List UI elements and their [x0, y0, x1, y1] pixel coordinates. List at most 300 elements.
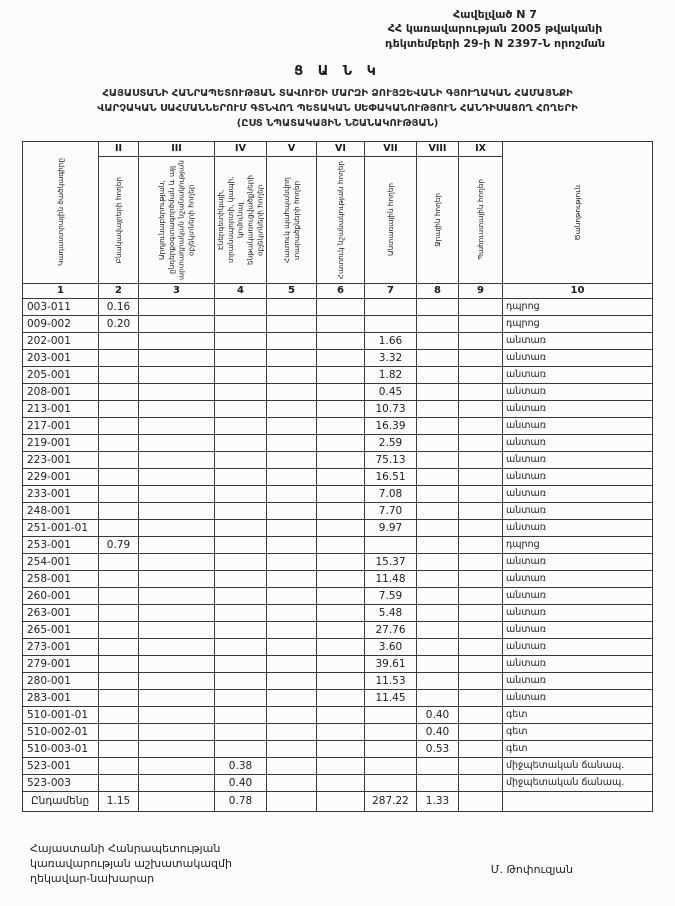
value-cell: [139, 740, 215, 757]
note-cell: անտառ: [503, 519, 653, 536]
table-row: [23, 638, 653, 655]
cadastral-code-cell: 223-001: [23, 451, 99, 468]
cadastral-code-cell: 523-003: [23, 774, 99, 791]
value-cell: 16.39: [365, 417, 417, 434]
table-row: [23, 570, 653, 587]
value-cell: [317, 570, 365, 587]
cadastral-code-cell: 510-001-01: [23, 706, 99, 723]
value-cell: [139, 315, 215, 332]
value-cell: [365, 298, 417, 315]
value-cell: [215, 655, 267, 672]
value-cell: [317, 757, 365, 774]
value-cell: [317, 332, 365, 349]
value-cell: 27.76: [365, 621, 417, 638]
header-forest-lands: [365, 156, 417, 283]
value-cell: [317, 672, 365, 689]
value-cell: [267, 587, 317, 604]
value-cell: [317, 485, 365, 502]
value-cell: 1.66: [365, 332, 417, 349]
value-cell: [417, 604, 459, 621]
value-cell: [99, 587, 139, 604]
cadastral-code-cell: 229-001: [23, 468, 99, 485]
value-cell: [215, 570, 267, 587]
value-cell: 0.40: [417, 723, 459, 740]
value-cell: [365, 757, 417, 774]
total-label-cell: Ընդամենը: [23, 791, 99, 811]
value-cell: [99, 638, 139, 655]
value-cell: [267, 485, 317, 502]
value-cell: [267, 757, 317, 774]
table-row: [23, 689, 653, 706]
note-cell: դպրոց: [503, 315, 653, 332]
note-cell: անտառ: [503, 400, 653, 417]
table-row: [23, 587, 653, 604]
signatory-line-3: ղեկավար-նախարար: [30, 871, 155, 885]
note-cell: անտառ: [503, 417, 653, 434]
value-cell: [267, 366, 317, 383]
appendix-line-3: դեկտեմբերի 29-ի N 2397-Ն որոշման: [384, 36, 606, 50]
value-cell: [215, 332, 267, 349]
value-cell: [99, 604, 139, 621]
value-cell: [417, 332, 459, 349]
value-cell: 75.13: [365, 451, 417, 468]
value-cell: [317, 604, 365, 621]
value-cell: [267, 570, 317, 587]
table-row: [23, 604, 653, 621]
table-row: [23, 400, 653, 417]
roman-numeral-row: [23, 141, 653, 156]
value-cell: [459, 672, 503, 689]
table-row: [23, 723, 653, 740]
value-cell: [459, 485, 503, 502]
reserve-lands-label: Պահուստային հողեր: [475, 179, 485, 261]
value-cell: [459, 451, 503, 468]
value-cell: [417, 502, 459, 519]
value-cell: [417, 417, 459, 434]
value-cell: [459, 298, 503, 315]
value-cell: 0.40: [417, 706, 459, 723]
note-cell: անտառ: [503, 672, 653, 689]
value-cell: [99, 502, 139, 519]
value-cell: [139, 604, 215, 621]
table-row: [23, 383, 653, 400]
value-cell: [215, 740, 267, 757]
value-cell: [417, 400, 459, 417]
value-cell: [459, 400, 503, 417]
column-number: 5: [267, 283, 317, 298]
value-cell: 7.59: [365, 587, 417, 604]
header-industrial-lands: [139, 156, 215, 283]
value-cell: [365, 536, 417, 553]
value-cell: [139, 298, 215, 315]
value-cell: [317, 383, 365, 400]
value-cell: [139, 774, 215, 791]
cadastral-code-cell: 510-002-01: [23, 723, 99, 740]
value-cell: [139, 400, 215, 417]
table-row: [23, 655, 653, 672]
value-cell: [267, 417, 317, 434]
value-cell: [139, 468, 215, 485]
note-cell: միջպետական ճանապ.: [503, 774, 653, 791]
cadastral-code-cell: 219-001: [23, 434, 99, 451]
value-cell: [215, 706, 267, 723]
value-cell: [99, 706, 139, 723]
cadastral-code-cell: 203-001: [23, 349, 99, 366]
value-cell: [99, 332, 139, 349]
value-cell: [417, 485, 459, 502]
value-cell: [459, 621, 503, 638]
value-cell: [317, 400, 365, 417]
value-cell: 0.53: [417, 740, 459, 757]
table-row: [23, 315, 653, 332]
value-cell: [417, 587, 459, 604]
cadastral-code-cell: 233-001: [23, 485, 99, 502]
note-cell: [503, 791, 653, 811]
cadastral-code-cell: 003-011: [23, 298, 99, 315]
value-cell: [417, 315, 459, 332]
value-cell: [417, 519, 459, 536]
signatory-line-1: Հայաստանի Հանրապետության: [30, 841, 221, 855]
cadastral-code-cell: 205-001: [23, 366, 99, 383]
value-cell: 11.53: [365, 672, 417, 689]
value-cell: [459, 791, 503, 811]
value-cell: [215, 604, 267, 621]
value-cell: 9.97: [365, 519, 417, 536]
settlement-lands-label: Բնակավայրերի հողեր: [113, 176, 123, 264]
value-cell: [417, 570, 459, 587]
value-cell: [417, 672, 459, 689]
value-cell: [99, 655, 139, 672]
appendix-line-1: Հավելված N 7: [453, 8, 537, 21]
note-cell: անտառ: [503, 332, 653, 349]
value-cell: [99, 570, 139, 587]
value-cell: [139, 587, 215, 604]
value-cell: 10.73: [365, 400, 417, 417]
value-cell: [267, 689, 317, 706]
value-cell: [459, 468, 503, 485]
note-cell: անտառ: [503, 604, 653, 621]
note-cell: գետ: [503, 740, 653, 757]
value-cell: 0.38: [215, 757, 267, 774]
value-cell: [215, 468, 267, 485]
value-cell: [417, 298, 459, 315]
value-cell: [139, 536, 215, 553]
column-number: 10: [503, 283, 653, 298]
value-cell: [99, 672, 139, 689]
value-cell: 0.45: [365, 383, 417, 400]
value-cell: [99, 723, 139, 740]
value-cell: 1.15: [99, 791, 139, 811]
cadastral-code-cell: 279-001: [23, 655, 99, 672]
column-number: 7: [365, 283, 417, 298]
value-cell: [99, 434, 139, 451]
value-cell: [459, 570, 503, 587]
document-title: Ց Ա Ն Կ: [294, 63, 381, 79]
value-cell: [215, 553, 267, 570]
value-cell: [317, 791, 365, 811]
land-table: [22, 141, 653, 812]
value-cell: [99, 774, 139, 791]
note-cell: անտառ: [503, 485, 653, 502]
value-cell: 16.51: [365, 468, 417, 485]
value-cell: [267, 774, 317, 791]
table-row: [23, 451, 653, 468]
note-cell: անտառ: [503, 434, 653, 451]
value-cell: [267, 706, 317, 723]
value-cell: [215, 485, 267, 502]
note-cell: անտառ: [503, 587, 653, 604]
column-number-row: [23, 283, 653, 298]
value-cell: [99, 621, 139, 638]
value-cell: [139, 689, 215, 706]
value-cell: [317, 502, 365, 519]
value-cell: [139, 757, 215, 774]
value-cell: [365, 774, 417, 791]
value-cell: [267, 519, 317, 536]
value-cell: [99, 519, 139, 536]
value-cell: 11.45: [365, 689, 417, 706]
value-cell: [459, 315, 503, 332]
roman-numeral-iv: IV: [215, 141, 267, 156]
table-row: [23, 672, 653, 689]
value-cell: [365, 315, 417, 332]
value-cell: [317, 655, 365, 672]
value-cell: [215, 315, 267, 332]
value-cell: [139, 485, 215, 502]
value-cell: [267, 621, 317, 638]
subtitle-block: [0, 86, 675, 131]
value-cell: [267, 791, 317, 811]
value-cell: [215, 298, 267, 315]
value-cell: [267, 655, 317, 672]
value-cell: [139, 655, 215, 672]
value-cell: [459, 774, 503, 791]
cadastral-code-cell: 265-001: [23, 621, 99, 638]
note-cell: անտառ: [503, 638, 653, 655]
value-cell: [215, 400, 267, 417]
cadastral-code-cell: 009-002: [23, 315, 99, 332]
note-cell: անտառ: [503, 502, 653, 519]
value-cell: [417, 638, 459, 655]
table-row: [23, 740, 653, 757]
cadastral-code-cell: 254-001: [23, 553, 99, 570]
value-cell: [267, 383, 317, 400]
value-cell: 7.08: [365, 485, 417, 502]
column-number: 4: [215, 283, 267, 298]
header-water-lands: [417, 156, 459, 283]
subtitle-line-1: ՀԱՅԱՍՏԱՆԻ ՀԱՆՐԱՊԵՏՈՒԹՅԱՆ ՏԱՎՈՒՇԻ ՄԱՐԶԻ ՁՈՒՅԶԵՎԱՆԻ ԳՅՈՒՂԱԿԱՆ ՀԱՄԱՅՆՔԻ: [102, 87, 573, 99]
value-cell: [215, 366, 267, 383]
value-cell: [317, 434, 365, 451]
roman-numeral-viii: VIII: [417, 141, 459, 156]
value-cell: 15.37: [365, 553, 417, 570]
table-row: [23, 774, 653, 791]
value-cell: [215, 723, 267, 740]
signatory-block: [30, 842, 232, 887]
column-number: 6: [317, 283, 365, 298]
value-cell: [139, 434, 215, 451]
value-cell: 5.48: [365, 604, 417, 621]
value-cell: [99, 468, 139, 485]
value-cell: [317, 723, 365, 740]
table-row: [23, 417, 653, 434]
cadastral-code-cell: 263-001: [23, 604, 99, 621]
value-cell: [459, 604, 503, 621]
value-cell: [99, 689, 139, 706]
value-cell: [459, 366, 503, 383]
value-cell: [139, 502, 215, 519]
signature-name: Մ. Թոփուզյան: [490, 863, 573, 877]
cadastral-code-cell: 202-001: [23, 332, 99, 349]
value-cell: 2.59: [365, 434, 417, 451]
note-cell: անտառ: [503, 570, 653, 587]
table-body: [23, 298, 653, 811]
value-cell: [267, 451, 317, 468]
value-cell: [267, 672, 317, 689]
column-number: 3: [139, 283, 215, 298]
value-cell: [139, 621, 215, 638]
note-cell: միջպետական ճանապ.: [503, 757, 653, 774]
value-cell: [417, 434, 459, 451]
value-cell: 39.61: [365, 655, 417, 672]
value-cell: [99, 740, 139, 757]
value-cell: [459, 536, 503, 553]
value-cell: [417, 757, 459, 774]
value-cell: [215, 383, 267, 400]
table-row: [23, 502, 653, 519]
column-number: 9: [459, 283, 503, 298]
roman-numeral-iii: III: [139, 141, 215, 156]
cadastral-code-cell: 260-001: [23, 587, 99, 604]
cadastral-code-label: Կադաստրային ծածկագիրը: [55, 158, 65, 267]
column-number: 8: [417, 283, 459, 298]
special-purpose-lands-label: Հատուկ նշանակության հողեր: [335, 160, 345, 280]
value-cell: [459, 757, 503, 774]
value-cell: [459, 417, 503, 434]
value-cell: [267, 315, 317, 332]
roman-numeral-ii: II: [99, 141, 139, 156]
value-cell: [317, 519, 365, 536]
appendix-block: [335, 8, 655, 51]
header-special-purpose-lands: [317, 156, 365, 283]
value-cell: [317, 366, 365, 383]
value-cell: [99, 757, 139, 774]
value-cell: [215, 638, 267, 655]
value-cell: [139, 706, 215, 723]
value-cell: [139, 383, 215, 400]
value-cell: [139, 417, 215, 434]
value-cell: 3.60: [365, 638, 417, 655]
cadastral-code-cell: 217-001: [23, 417, 99, 434]
value-cell: [417, 383, 459, 400]
note-cell: անտառ: [503, 349, 653, 366]
value-cell: [317, 689, 365, 706]
value-cell: 287.22: [365, 791, 417, 811]
table-row: [23, 485, 653, 502]
value-cell: [267, 468, 317, 485]
roman-numeral-v: V: [267, 141, 317, 156]
table-row: [23, 332, 653, 349]
value-cell: [139, 723, 215, 740]
value-cell: [417, 621, 459, 638]
value-cell: [139, 638, 215, 655]
value-cell: [417, 349, 459, 366]
value-cell: [215, 672, 267, 689]
value-cell: [459, 706, 503, 723]
value-cell: [317, 774, 365, 791]
value-cell: [99, 553, 139, 570]
total-row: [23, 791, 653, 811]
value-cell: [139, 349, 215, 366]
value-cell: [417, 536, 459, 553]
value-cell: [459, 502, 503, 519]
value-cell: [267, 400, 317, 417]
value-cell: 3.32: [365, 349, 417, 366]
note-cell: անտառ: [503, 468, 653, 485]
value-cell: [317, 536, 365, 553]
value-cell: [99, 349, 139, 366]
value-cell: [317, 417, 365, 434]
table-row: [23, 621, 653, 638]
table-row: [23, 434, 653, 451]
value-cell: [139, 519, 215, 536]
value-cell: [417, 468, 459, 485]
value-cell: [417, 366, 459, 383]
subtitle-line-2: ՎԱՐՉԱԿԱՆ ՍԱՀՄԱՆՆԵՐՈՒՄ ԳՏՆՎՈՂ ՊԵՏԱԿԱՆ ՍԵՓԱԿԱՆՈՒԹՅՈՒՆ ՀԱՆԴԻՍԱՑՈՂ ՀՈՂԵՐԻ: [97, 102, 578, 114]
table-row: [23, 536, 653, 553]
column-number: 1: [23, 283, 99, 298]
value-cell: [215, 536, 267, 553]
value-cell: [459, 587, 503, 604]
value-cell: [267, 536, 317, 553]
value-cell: [317, 706, 365, 723]
value-cell: [99, 400, 139, 417]
table-row: [23, 468, 653, 485]
cadastral-code-cell: 251-001-01: [23, 519, 99, 536]
value-cell: [417, 774, 459, 791]
value-cell: [317, 587, 365, 604]
table-row: [23, 553, 653, 570]
value-cell: [317, 349, 365, 366]
cadastral-code-cell: 273-001: [23, 638, 99, 655]
appendix-line-2: ՀՀ կառավարության 2005 թվականի: [387, 22, 603, 36]
note-cell: անտառ: [503, 553, 653, 570]
value-cell: [267, 553, 317, 570]
value-cell: [215, 349, 267, 366]
table-header: [23, 141, 653, 298]
value-cell: [459, 655, 503, 672]
value-cell: [99, 383, 139, 400]
value-cell: [417, 689, 459, 706]
value-cell: [267, 604, 317, 621]
note-cell: անտառ: [503, 689, 653, 706]
value-cell: [365, 723, 417, 740]
note-cell: անտառ: [503, 366, 653, 383]
value-cell: [317, 451, 365, 468]
value-cell: [139, 791, 215, 811]
value-cell: [215, 621, 267, 638]
value-cell: 0.79: [99, 536, 139, 553]
cadastral-code-cell: 248-001: [23, 502, 99, 519]
value-cell: [365, 706, 417, 723]
value-cell: [317, 315, 365, 332]
table-row: [23, 349, 653, 366]
value-cell: [139, 332, 215, 349]
value-cell: 0.16: [99, 298, 139, 315]
subtitle-line-3: (ԸՍՏ ՆՊԱՏԱԿԱՅԻՆ ՆՇԱՆԱԿՈՒԹՅԱՆ): [236, 117, 439, 129]
signatory-line-2: կառավարության աշխատակազմի: [30, 856, 232, 870]
cadastral-code-cell: 283-001: [23, 689, 99, 706]
